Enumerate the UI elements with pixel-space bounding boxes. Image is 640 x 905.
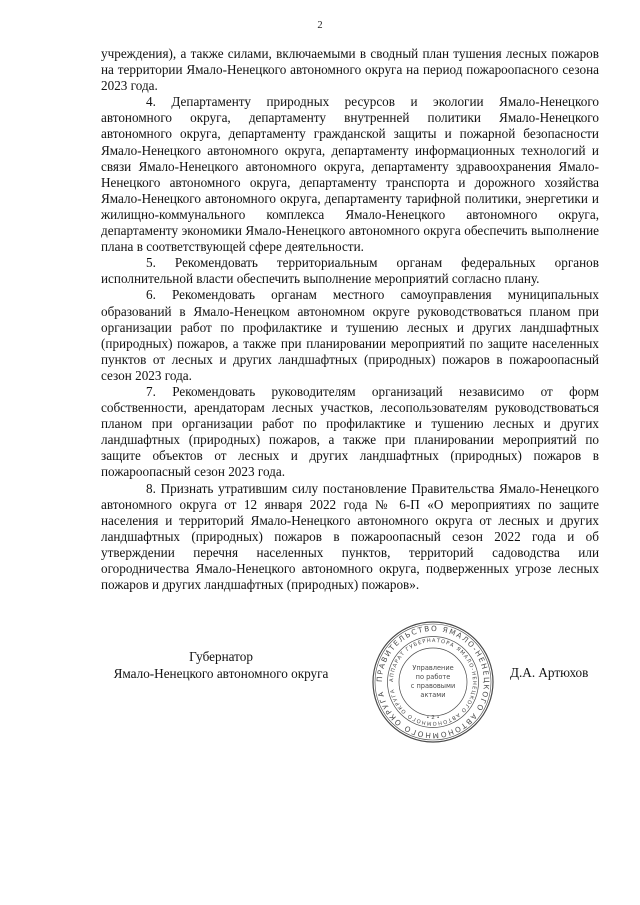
- seal-inner-text: АППАРАТ ГУБЕРНАТОРА ЯМАЛО-НЕНЕЦКОГО АВТОНОМНОГО ОКРУГА: [388, 637, 478, 727]
- official-seal-stamp: [371, 620, 495, 744]
- seal-graphic: [371, 620, 495, 744]
- seal-center-line: актами: [420, 691, 446, 699]
- paragraph-6: 6. Рекомендовать органам местного самоуправления муниципальных образований в Ямало-Ненецком автономном округе руководствоваться планом при организации работ по профилактике и тушению лесных и других ландшафтных (природных) пожаров, а также при планировании мероприятий по защите населенных пунктов от лесных и других ландшафтных (природных) пожаров в пожароопасный сезон 2023 года.: [101, 287, 599, 383]
- seal-center-line: с правовыми: [410, 682, 456, 690]
- signatory-position: [101, 648, 341, 682]
- paragraph-continuation: учреждения), а также силами, включаемыми в сводный план тушения лесных пожаров на территории Ямало-Ненецкого автономного округа на период пожароопасного сезона 2023 года.: [101, 46, 599, 94]
- seal-center-line: Управление: [412, 664, 454, 672]
- paragraph-5: 5. Рекомендовать территориальным органам федеральных органов исполнительной власти обеспечить выполнение мероприятий согласно плану.: [101, 255, 599, 287]
- seal-outer-text: ПРАВИТЕЛЬСТВО ЯМАЛО-НЕНЕЦКОГО АВТОНОМНОГО ОКРУГА: [374, 623, 492, 741]
- seal-center-line: по работе: [415, 673, 451, 681]
- page-number: 2: [317, 20, 323, 31]
- paragraph-8: 8. Признать утратившим силу постановление Правительства Ямало-Ненецкого автономного округа от 12 января 2022 года № 6-П «О мероприятиях по защите населения и территорий Ямало-Ненецкого автономного округа от лесных и других ландшафтных (природных) пожаров в пожароопасный сезон 2022 года и об утверждении перечня населенных пунктов, территорий садоводства или огородничества Ямало-Ненецкого автономного округа, подверженных угрозе лесных пожаров и других ландшафтных (природных) пожаров».: [101, 480, 599, 593]
- seal-number: • 2 •: [426, 715, 440, 721]
- signatory-name: Д.А. Артюхов: [510, 665, 589, 680]
- signatory-organization: Ямало-Ненецкого автономного округа: [113, 666, 329, 681]
- paragraph-4: 4. Департаменту природных ресурсов и экологии Ямало-Ненецкого автономного округа, департаменту внутренней политики Ямало-Ненецкого автономного округа, департаменту гражданской защиты и пожарной безопасности Ямало-Ненецкого автономного округа, департаменту информационных технологий и связи Ямало-Ненецкого автономного округа, департаменту здравоохранения Ямало-Ненецкого автономного округа, департаменту транспорта и дорожного хозяйства Ямало-Ненецкого автономного округа, департаменту тарифной политики, энергетики и жилищно-коммунального комплекса Ямало-Ненецкого автономного округа, департаменту экономики Ямало-Ненецкого автономного округа обеспечить выполнение плана в соответствующей сфере деятельности.: [101, 94, 599, 255]
- document-body: [101, 46, 599, 593]
- paragraph-7: 7. Рекомендовать руководителям организаций независимо от форм собственности, арендаторам лесных участков, лесопользователям руководствоваться планом при организации работ по профилактике и тушению лесных и других ландшафтных (природных) пожаров, а также при планировании мероприятий по защите объектов от лесных и других ландшафтных (природных) пожаров в пожароопасный сезон 2023 года.: [101, 383, 599, 480]
- signatory-title: Губернатор: [189, 649, 253, 664]
